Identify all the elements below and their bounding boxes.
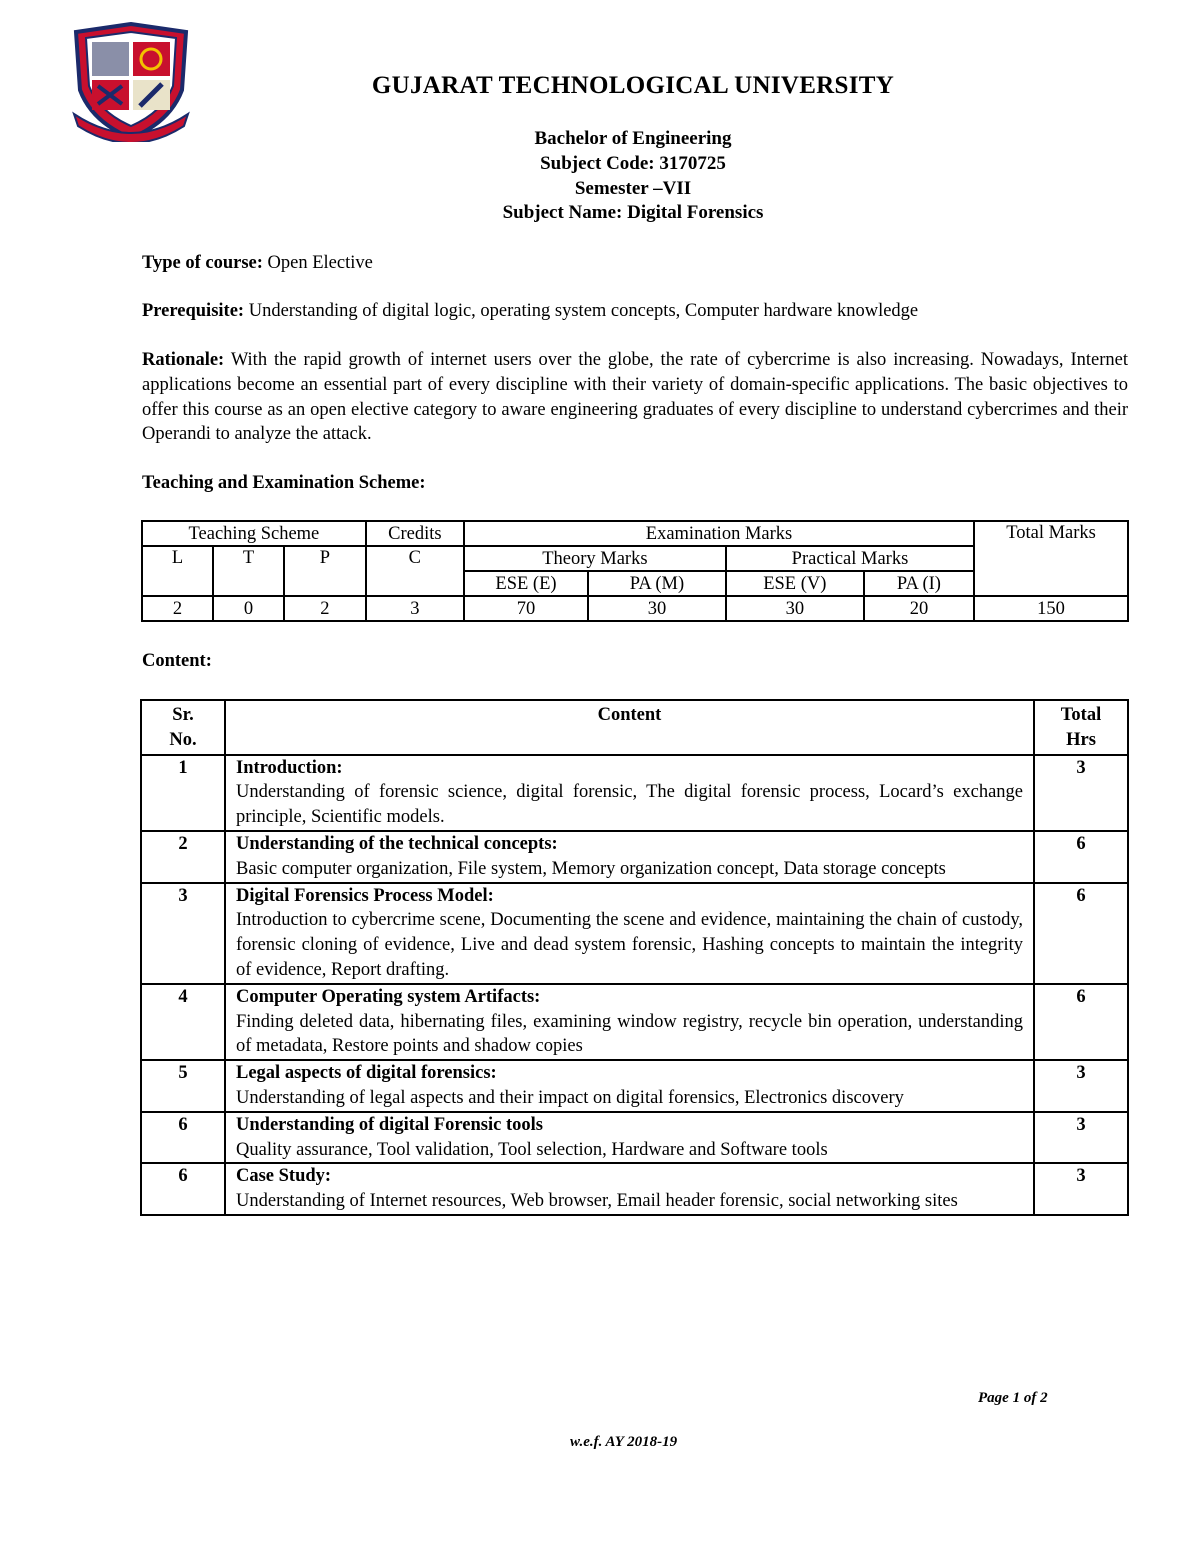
effective-year: w.e.f. AY 2018-19 xyxy=(570,1434,678,1450)
topic-title: Understanding of digital Forensic tools xyxy=(236,1114,543,1135)
total-hrs: 3 xyxy=(1034,1060,1128,1112)
prerequisite-label: Prerequisite: xyxy=(142,301,245,321)
topic-title: Legal aspects of digital forensics: xyxy=(236,1063,497,1084)
sr-no: 2 xyxy=(141,831,225,883)
practical-marks-header: Practical Marks xyxy=(726,546,974,571)
p-value: 2 xyxy=(284,596,366,621)
university-title: GUJARAT TECHNOLOGICAL UNIVERSITY xyxy=(371,72,895,99)
scheme-values-row xyxy=(142,596,1128,621)
rationale-label: Rationale: xyxy=(142,350,225,370)
topic-title: Digital Forensics Process Model: xyxy=(236,885,494,906)
content-heading: Content: xyxy=(142,651,212,671)
ese-e-header: ESE (E) xyxy=(464,571,588,596)
topic-text: Understanding of forensic science, digital forensic, The digital forensic process, Locard’s exchange principle, Scientific models. xyxy=(236,782,1023,828)
prerequisite-value: Understanding of digital logic, operating system concepts, Computer hardware knowledge xyxy=(244,301,919,321)
table-row xyxy=(141,883,1128,984)
subject-name: Subject Name: Digital Forensics xyxy=(502,202,764,223)
prerequisite xyxy=(142,299,1128,324)
credits-header: Credits xyxy=(366,521,464,546)
topic-text: Quality assurance, Tool validation, Tool selection, Hardware and Software tools xyxy=(236,1139,828,1160)
total-hrs: 6 xyxy=(1034,883,1128,984)
topic-text: Basic computer organization, File system, Memory organization concept, Data storage concepts xyxy=(236,858,946,879)
topic-text: Understanding of legal aspects and their impact on digital forensics, Electronics discovery xyxy=(236,1087,904,1108)
content-table xyxy=(140,699,1129,1216)
total-hrs: 3 xyxy=(1034,1163,1128,1215)
table-row xyxy=(141,1112,1128,1164)
table-row xyxy=(141,831,1128,883)
ese-v-header: ESE (V) xyxy=(726,571,864,596)
page-number: Page 1 of 2 xyxy=(978,1390,1048,1406)
ese-e-value: 70 xyxy=(464,596,588,621)
topic-cell xyxy=(225,1163,1034,1215)
total-hrs: 6 xyxy=(1034,831,1128,883)
rationale-value: With the rapid growth of internet users over the globe, the rate of cybercrime is also increasing. Nowadays, Internet applications become an essential part of every discipline with their variety of domain-specific applications. The basic objectives to offer this course as an open elective category to aware engineering graduates of every discipline to understand cybercrimes and their Operandi to analyze the attack. xyxy=(142,350,1128,445)
total-marks-value: 150 xyxy=(974,596,1128,621)
subject-code: Subject Code: 3170725 xyxy=(540,153,726,174)
total-hrs: 3 xyxy=(1034,755,1128,831)
topic-title: Understanding of the technical concepts: xyxy=(236,833,558,854)
t-value: 0 xyxy=(213,596,284,621)
sr-no: 4 xyxy=(141,984,225,1060)
total-marks-header: Total Marks xyxy=(974,521,1128,596)
topic-text: Understanding of Internet resources, Web browser, Email header forensic, social networking sites xyxy=(236,1191,958,1212)
topic-cell xyxy=(225,831,1034,883)
rationale xyxy=(142,348,1128,447)
topic-cell xyxy=(225,984,1034,1060)
sr-no: 6 xyxy=(141,1112,225,1164)
topic-text: Introduction to cybercrime scene, Documenting the scene and evidence, maintaining the chain of custody, forensic cloning of evidence, Live and dead system forensic, Hashing concepts to maintain the integrity of evidence, Report drafting. xyxy=(236,910,1023,980)
topic-title: Introduction: xyxy=(236,757,343,778)
hrs-header-line2: Hrs xyxy=(1066,729,1096,750)
scheme-table xyxy=(141,520,1129,622)
l-value: 2 xyxy=(142,596,213,621)
p-header: P xyxy=(284,546,366,596)
sr-no: 1 xyxy=(141,755,225,831)
examination-marks-header: Examination Marks xyxy=(464,521,974,546)
total-hrs: 6 xyxy=(1034,984,1128,1060)
pa-m-value: 30 xyxy=(588,596,726,621)
topic-cell xyxy=(225,1060,1034,1112)
course-type-label: Type of course: xyxy=(142,253,263,273)
topic-title: Case Study: xyxy=(236,1166,332,1187)
hrs-header-line1: Total xyxy=(1060,705,1102,725)
scheme-header-row xyxy=(142,521,1128,546)
course-type xyxy=(142,251,1128,276)
sr-no: 6 xyxy=(141,1163,225,1215)
topic-cell xyxy=(225,755,1034,831)
total-hrs: 3 xyxy=(1034,1112,1128,1164)
t-header: T xyxy=(213,546,284,596)
total-hrs-header xyxy=(1034,700,1128,755)
topic-cell xyxy=(225,883,1034,984)
scheme-heading: Teaching and Examination Scheme: xyxy=(142,473,426,493)
theory-marks-header: Theory Marks xyxy=(464,546,726,571)
pa-m-header: PA (M) xyxy=(588,571,726,596)
table-row xyxy=(141,1163,1128,1215)
l-header: L xyxy=(142,546,213,596)
table-row xyxy=(141,1060,1128,1112)
course-type-value: Open Elective xyxy=(262,253,373,273)
content-header-row xyxy=(141,700,1128,755)
teaching-scheme-header: Teaching Scheme xyxy=(142,521,366,546)
topic-text: Finding deleted data, hibernating files, examining window registry, recycle bin operation, understanding of metadata, Restore points and shadow copies xyxy=(236,1011,1023,1057)
pa-i-value: 20 xyxy=(864,596,974,621)
c-header: C xyxy=(366,546,464,596)
sr-no-header xyxy=(141,700,225,755)
table-row xyxy=(141,984,1128,1060)
ese-v-value: 30 xyxy=(726,596,864,621)
semester: Semester –VII xyxy=(574,178,692,199)
c-value: 3 xyxy=(366,596,464,621)
topic-title: Computer Operating system Artifacts: xyxy=(236,986,541,1007)
sr-header-line1: Sr. xyxy=(172,705,194,725)
pa-i-header: PA (I) xyxy=(864,571,974,596)
table-row xyxy=(141,755,1128,831)
sr-no: 5 xyxy=(141,1060,225,1112)
sr-header-line2: No. xyxy=(169,729,197,750)
topic-cell xyxy=(225,1112,1034,1164)
content-header: Content xyxy=(225,700,1034,755)
degree: Bachelor of Engineering xyxy=(534,128,732,149)
sr-no: 3 xyxy=(141,883,225,984)
